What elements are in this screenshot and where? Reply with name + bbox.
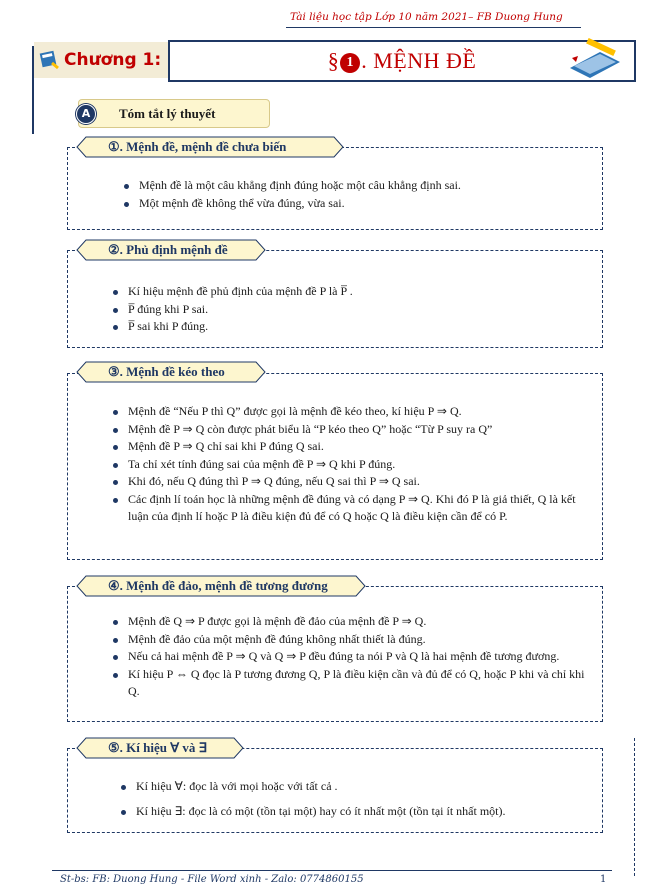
- section-heading-1: ①. Mệnh đề, mệnh đề chưa biến: [76, 136, 344, 158]
- list-item: P̅ sai khi P đúng.: [112, 318, 582, 336]
- summary-tag: [78, 99, 270, 128]
- list-item: Kí hiệu ∀: đọc là với mọi hoặc với tất cả .: [120, 778, 590, 796]
- section-list-3: [112, 403, 590, 526]
- list-item: P̅ đúng khi P sai.: [112, 301, 582, 319]
- list-item: Mệnh đề là một câu khẳng định đúng hoặc một câu khẳng định sai.: [123, 177, 593, 195]
- section-list-5: [120, 778, 590, 820]
- list-item: Mệnh đề Q ⇒ P được gọi là mệnh đề đảo của mệnh đề P ⇒ Q.: [112, 613, 590, 631]
- section-list-1: [123, 177, 593, 212]
- right-margin-rule: [634, 738, 635, 876]
- title-number-badge: 1: [340, 53, 360, 73]
- list-item: Ta chỉ xét tính đúng sai của mệnh đề P ⇒ Q khi P đúng.: [112, 456, 590, 474]
- summary-badge: A: [76, 104, 96, 124]
- list-item: Mệnh đề “Nếu P thì Q” được gọi là mệnh đề kéo theo, kí hiệu P ⇒ Q.: [112, 403, 590, 421]
- page-number: 1: [600, 874, 607, 885]
- list-item: Các định lí toán học là những mệnh đề đúng và có dạng P ⇒ Q. Khi đó P là giả thiết, Q là kết luận của định lí hoặc P là điều kiện đủ để có Q hoặc Q là điều kiện cần để có P.: [112, 491, 590, 526]
- footer-rule: [52, 870, 612, 871]
- section-heading-2: ②. Phủ định mệnh đề: [76, 239, 266, 261]
- pencil-book-icon: [566, 38, 624, 78]
- list-item: Kí hiệu P ⇔ Q đọc là P tương đương Q, P là điều kiện cần và đủ để có Q, hoặc P khi và chỉ khi Q.: [112, 666, 590, 701]
- list-item: Mệnh đề P ⇒ Q chỉ sai khi P đúng Q sai.: [112, 438, 590, 456]
- section-list-4: [112, 613, 590, 701]
- list-item: Khi đó, nếu Q đúng thì P ⇒ Q đúng, nếu Q sai thì P ⇒ Q sai.: [112, 473, 590, 491]
- chapter-label: Chương 1:: [64, 50, 162, 70]
- list-item: Kí hiệu ∃: đọc là có một (tồn tại một) hay có ít nhất một (tồn tại ít nhất một).: [120, 803, 590, 821]
- list-item: Mệnh đề P ⇒ Q còn được phát biểu là “P kéo theo Q” hoặc “Từ P suy ra Q”: [112, 421, 590, 439]
- footer-credit: St-bs: FB: Duong Hung - File Word xinh - Zalo: 0774860155: [60, 874, 364, 885]
- section-heading-5: ⑤. Kí hiệu ∀ và ∃: [76, 737, 244, 759]
- section-heading-4: ④. Mệnh đề đảo, mệnh đề tương đương: [76, 575, 366, 597]
- list-item: Nếu cả hai mệnh đề P ⇒ Q và Q ⇒ P đều đúng ta nói P và Q là hai mệnh đề tương đương.: [112, 648, 590, 666]
- section-heading-3: ③. Mệnh đề kéo theo: [76, 361, 266, 383]
- summary-label: Tóm tắt lý thuyết: [119, 105, 216, 121]
- page-title: § 1 . MỆNH ĐỀ: [327, 48, 477, 73]
- section-list-2: [112, 283, 582, 336]
- running-header: Tài liệu học tập Lớp 10 năm 2021– FB Duong Hung: [290, 11, 563, 23]
- list-item: Mệnh đề đảo của một mệnh đề đúng không nhất thiết là đúng.: [112, 631, 590, 649]
- chapter-box: [34, 42, 171, 78]
- list-item: Một mệnh đề không thể vừa đúng, vừa sai.: [123, 195, 593, 213]
- list-item: Kí hiệu mệnh đề phủ định của mệnh đề P là P̅ .: [112, 283, 582, 301]
- book-icon: [38, 48, 60, 70]
- header-rule: [286, 27, 581, 28]
